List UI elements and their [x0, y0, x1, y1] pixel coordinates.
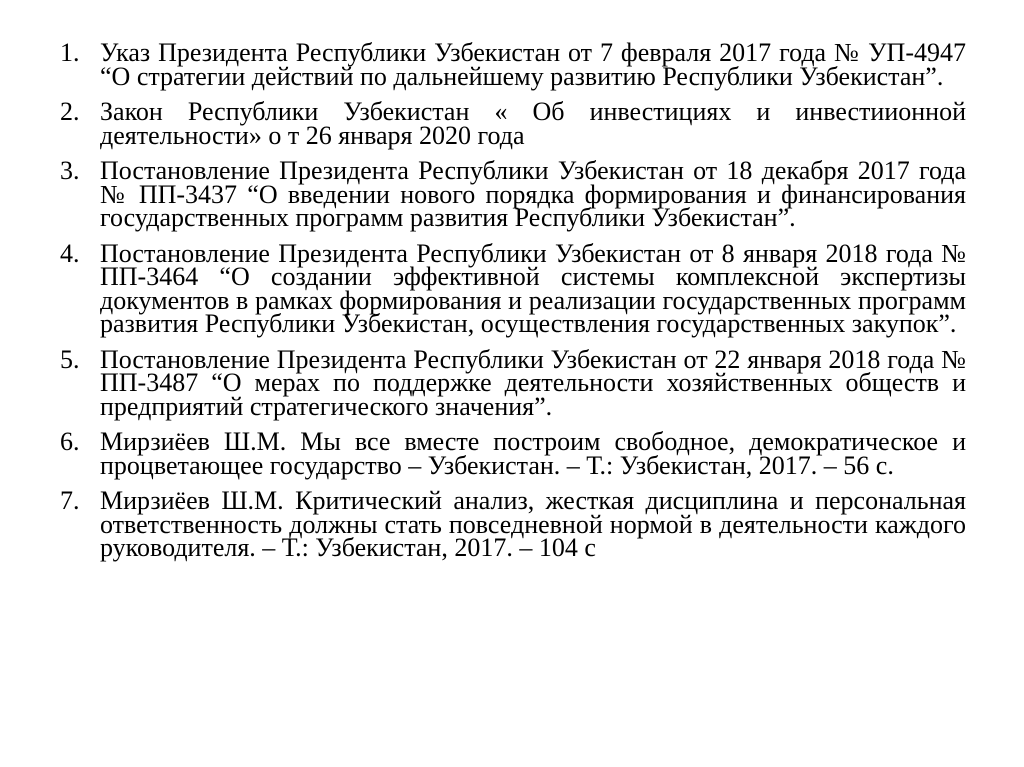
reference-item-6 [60, 427, 966, 480]
reference-text: Указ Президента Республики Узбекистан от 7 февраля 2017 года № УП-4947 “О стратегии действий по дальнейшему развитию Республики Узбекистан”. [100, 38, 966, 91]
reference-number: 7. [60, 486, 80, 515]
reference-text: Закон Республики Узбекистан « Об инвестициях и инвестиионной деятельности» о т 26 января 2020 года [100, 97, 966, 150]
reference-item-7 [60, 486, 966, 562]
reference-text: Постановление Президента Республики Узбекистан от 18 декабря 2017 года № ПП-3437 “О введении нового порядка формирования и финансирования государственных программ развития Республики Узбекистан”. [100, 156, 966, 232]
reference-text: Мирзиёев Ш.М. Критический анализ, жесткая дисциплина и персональная ответственность должны стать повседневной нормой в деятельности каждого руководителя. – Т.: Узбекистан, 2017. – 104 с [100, 486, 966, 562]
reference-number: 3. [60, 156, 80, 185]
reference-item-3 [60, 156, 966, 232]
reference-item-1 [60, 38, 966, 91]
reference-number: 2. [60, 97, 80, 126]
reference-number: 4. [60, 238, 80, 268]
reference-item-5 [60, 344, 966, 421]
reference-list [60, 38, 966, 572]
reference-number: 1. [60, 38, 80, 67]
reference-text: Постановление Президента Республики Узбекистан от 8 января 2018 года № ПП-3464 “О создании эффективной системы комплексной экспертизы документов в рамках формирования и реализации государственных программ развития Республики Узбекистан, осуществления государственных закупок”. [100, 238, 966, 338]
reference-item-4 [60, 238, 966, 338]
reference-number: 5. [60, 344, 80, 374]
reference-text: Мирзиёев Ш.М. Мы все вместе построим свободное, демократическое и процветающее государство – Узбекистан. – Т.: Узбекистан, 2017. – 56 с. [100, 427, 966, 480]
reference-text: Постановление Президента Республики Узбекистан от 22 января 2018 года № ПП-3487 “О мерах по поддержке деятельности хозяйственных обществ и предприятий стратегического значения”. [100, 344, 966, 421]
reference-number: 6. [60, 427, 80, 456]
reference-item-2 [60, 97, 966, 150]
